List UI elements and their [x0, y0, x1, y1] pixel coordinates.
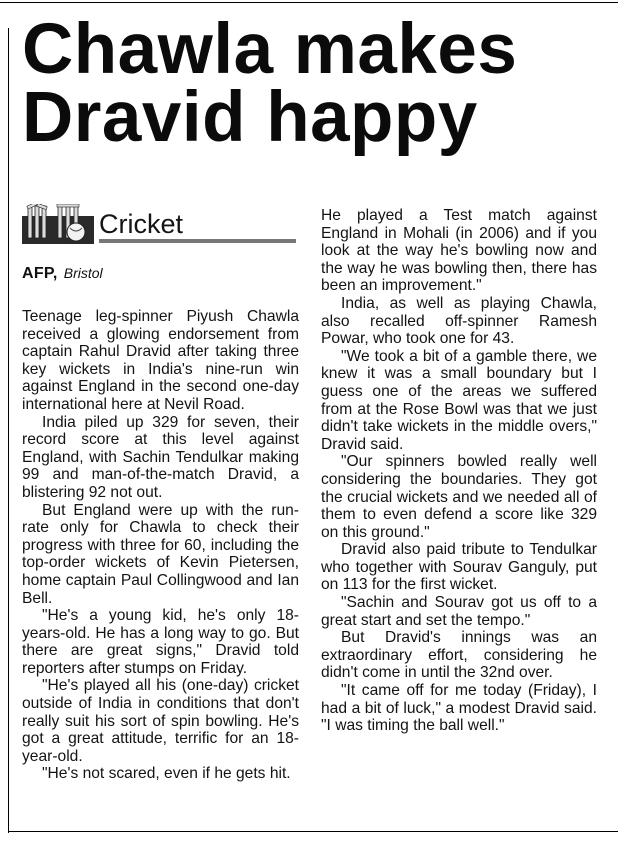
- section-label: Cricket: [99, 209, 184, 239]
- paragraph: "It came off for me today (Friday), I had a bit of luck," a modest Dravid said. "I was timing the ball well.": [321, 682, 597, 735]
- paragraph: Dravid also paid tribute to Tendulkar who together with Sourav Ganguly, put on 113 for the first wicket.: [321, 541, 597, 594]
- byline: [22, 264, 302, 283]
- paragraph: He played a Test match against England in Mohali (in 2006) and if you look at the way he's bowling now and the way he was bowling then, there has been an improvement.": [321, 207, 597, 295]
- section-badge: [22, 204, 296, 246]
- top-rule: [0, 2, 618, 3]
- headline: [22, 10, 612, 157]
- paragraph: But England were up with the run-rate only for Chawla to check their progress with three for 60, including the top-order wickets of Kevin Pietersen, home captain Paul Collingwood and Ian Bell.: [22, 501, 299, 607]
- section-underline: [99, 239, 296, 243]
- byline-place: Bristol: [63, 265, 103, 281]
- paragraph: "We took a bit of a gamble there, we knew it was a small boundary but I guess one of the areas we suffered from at the Rose Bowl was that we just didn't take wickets in the middle overs," Dravid said.: [321, 347, 597, 453]
- paragraph: Teenage leg-spinner Piyush Chawla received a glowing endorsement from captain Rahul Dravid after taking three key wickets in India's nine-run win against England in the second one-day international here at Nevil Road.: [22, 308, 299, 413]
- paragraph: But Dravid's innings was an extraordinary effort, considering he didn't come in until the 32nd over.: [321, 629, 597, 682]
- paragraph: India piled up 329 for seven, their record score at this level against England, with Sachin Tendulkar making 99 and man-of-the-match Dravid, a blistering 92 not out.: [22, 413, 299, 501]
- article-column-1: [22, 308, 299, 783]
- article-column-2: [321, 207, 597, 735]
- headline-line-2: Dravid happy: [22, 78, 478, 157]
- bottom-rule: [8, 831, 618, 832]
- paragraph: "Our spinners bowled really well considering the boundaries. They got the crucial wickets and we needed all of them to even defend a score like 329 on this ground.": [321, 453, 597, 541]
- paragraph: "He's played all his (one-day) cricket outside of India in conditions that don't really suit his sort of spin bowling. He's got a great attitude, terrific for an 18-year-old.: [22, 677, 299, 765]
- paragraph: "Sachin and Sourav got us off to a great start and set the tempo.": [321, 594, 597, 629]
- paragraph: "He's not scared, even if he gets hit.: [42, 765, 291, 783]
- headline-line-1: Chawla makes: [22, 10, 518, 89]
- left-column-rule: [8, 28, 9, 833]
- paragraph: "He's a young kid, he's only 18-years-old. He has a long way to go. But there are great signs," Dravid told reporters after stumps on Friday.: [22, 607, 299, 677]
- cricket-stumps-ball-icon: [22, 204, 94, 244]
- byline-agency: AFP,: [22, 265, 58, 282]
- paragraph: India, as well as playing Chawla, also recalled off-spinner Ramesh Powar, who took one for 43.: [321, 294, 597, 348]
